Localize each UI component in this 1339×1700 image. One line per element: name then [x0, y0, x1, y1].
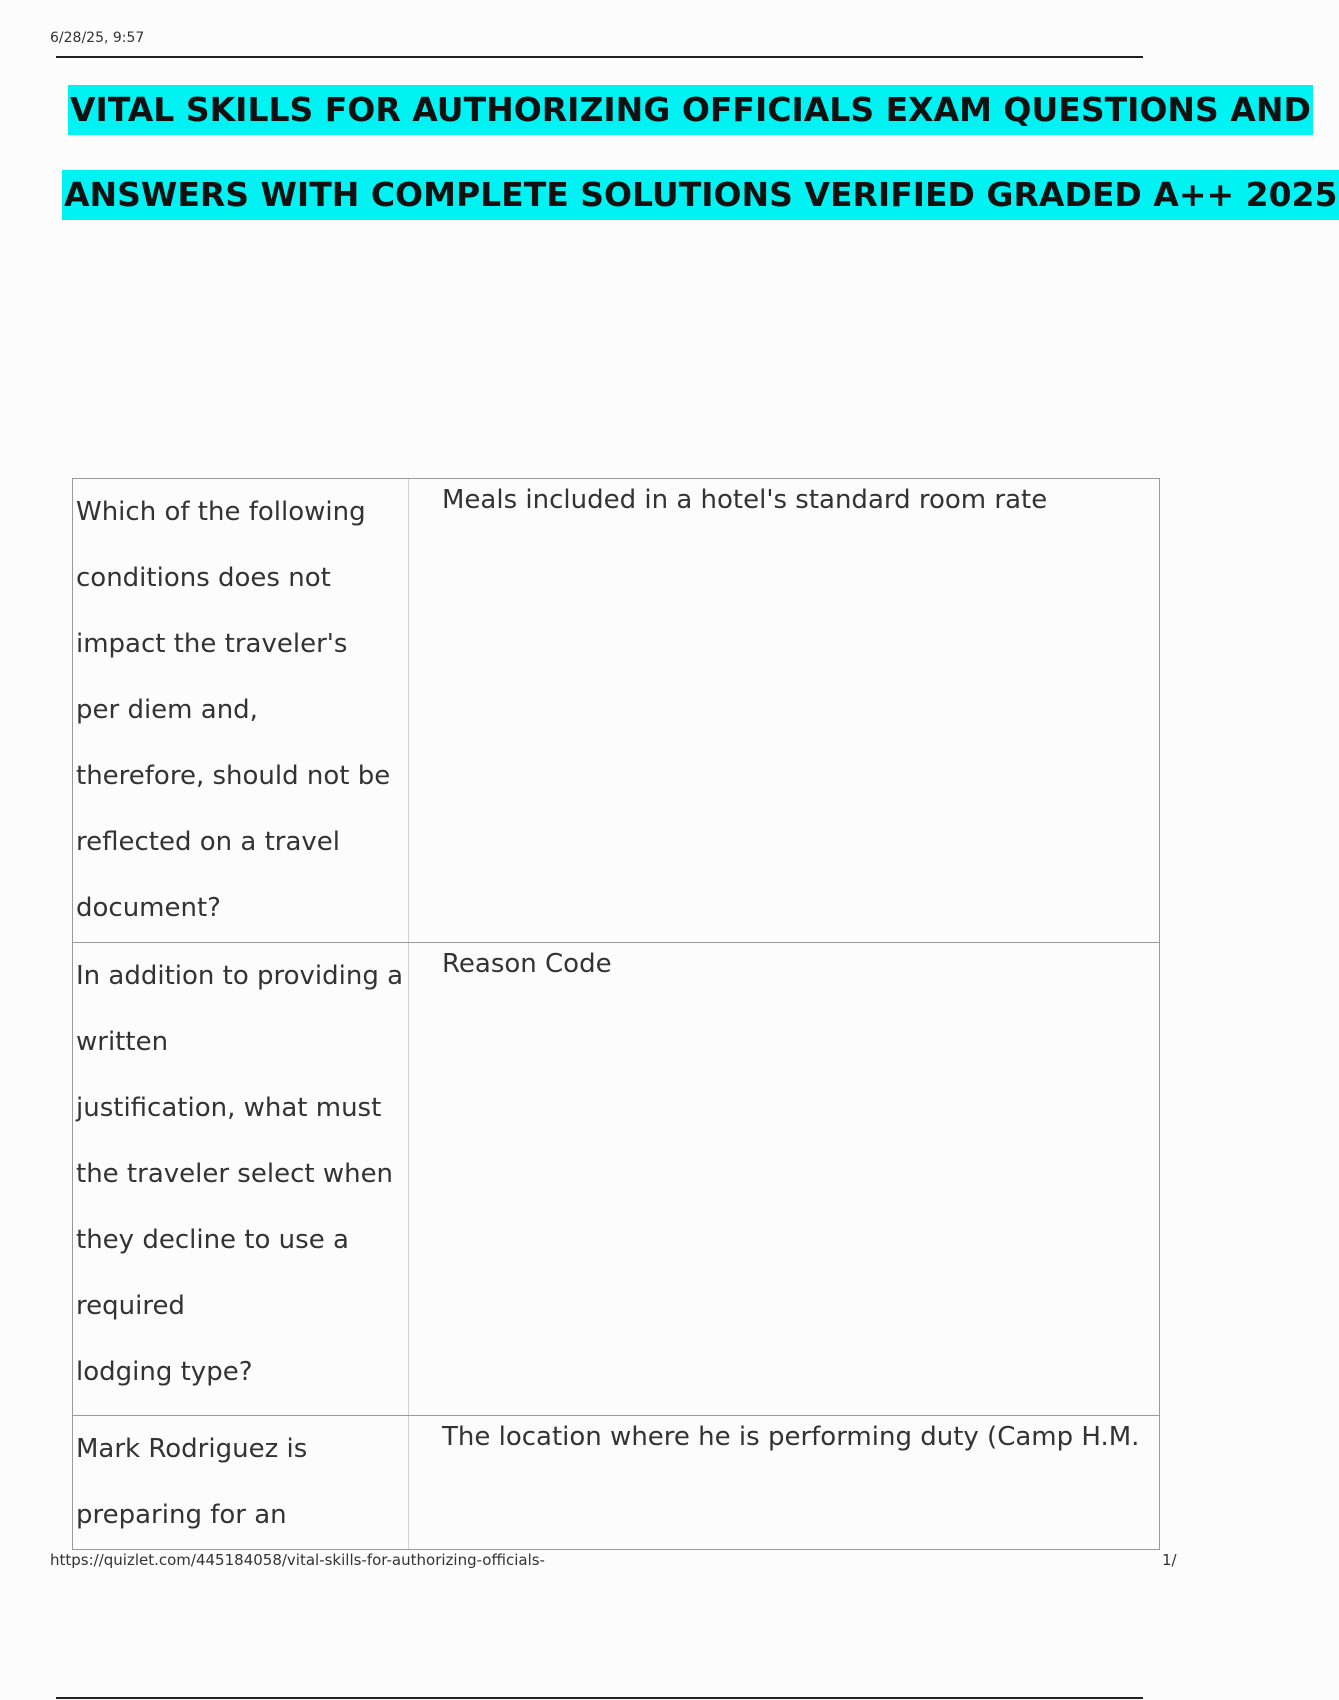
question-line: per diem and,: [76, 695, 258, 725]
question-line: lodging type?: [76, 1357, 253, 1387]
question-line: Which of the following: [76, 497, 366, 527]
question-line: they decline to use a: [76, 1225, 349, 1255]
source-url[interactable]: https://quizlet.com/445184058/vital-skills-for-authorizing-officials-: [50, 1551, 545, 1569]
answer-cell: [409, 1416, 1159, 1549]
question-cell: [73, 479, 409, 942]
question-cell: [73, 1416, 409, 1549]
answer-text: Reason Code: [442, 949, 612, 979]
question-line: therefore, should not be: [76, 761, 391, 791]
answer-cell: [409, 479, 1159, 942]
question-line: Mark Rodriguez is: [76, 1434, 308, 1464]
table-row: [73, 1416, 1159, 1550]
question-line: written: [76, 1027, 169, 1057]
question-line: In addition to providing a: [76, 961, 404, 991]
question-line: reflected on a travel: [76, 827, 341, 857]
qa-table: [72, 478, 1160, 1550]
question-line: impact the traveler's: [76, 629, 348, 659]
answer-text: Meals included in a hotel's standard room rate: [442, 485, 1048, 515]
header-divider: [56, 56, 1143, 58]
footer-divider: [56, 1697, 1143, 1699]
page-number: 1/: [1162, 1551, 1177, 1569]
document-title-line-2: [62, 175, 1339, 214]
question-line: conditions does not: [76, 563, 331, 593]
answer-text: The location where he is performing duty (Camp H.M.: [442, 1422, 1140, 1452]
title-highlight-1: VITAL SKILLS FOR AUTHORIZING OFFICIALS EXAM QUESTIONS AND: [68, 85, 1313, 135]
question-line: justification, what must: [76, 1093, 382, 1123]
question-line: required: [76, 1291, 185, 1321]
table-row: [73, 943, 1159, 1416]
print-datetime: 6/28/25, 9:57: [50, 30, 145, 46]
table-row: [73, 479, 1159, 943]
question-cell: [73, 943, 409, 1415]
document-title-line-1: [68, 90, 1313, 129]
question-line: the traveler select when: [76, 1159, 394, 1189]
question-line: preparing for an: [76, 1500, 287, 1530]
answer-cell: [409, 943, 1159, 1415]
title-highlight-2: ANSWERS WITH COMPLETE SOLUTIONS VERIFIED GRADED A++ 2025: [62, 170, 1339, 220]
question-line: document?: [76, 893, 221, 923]
